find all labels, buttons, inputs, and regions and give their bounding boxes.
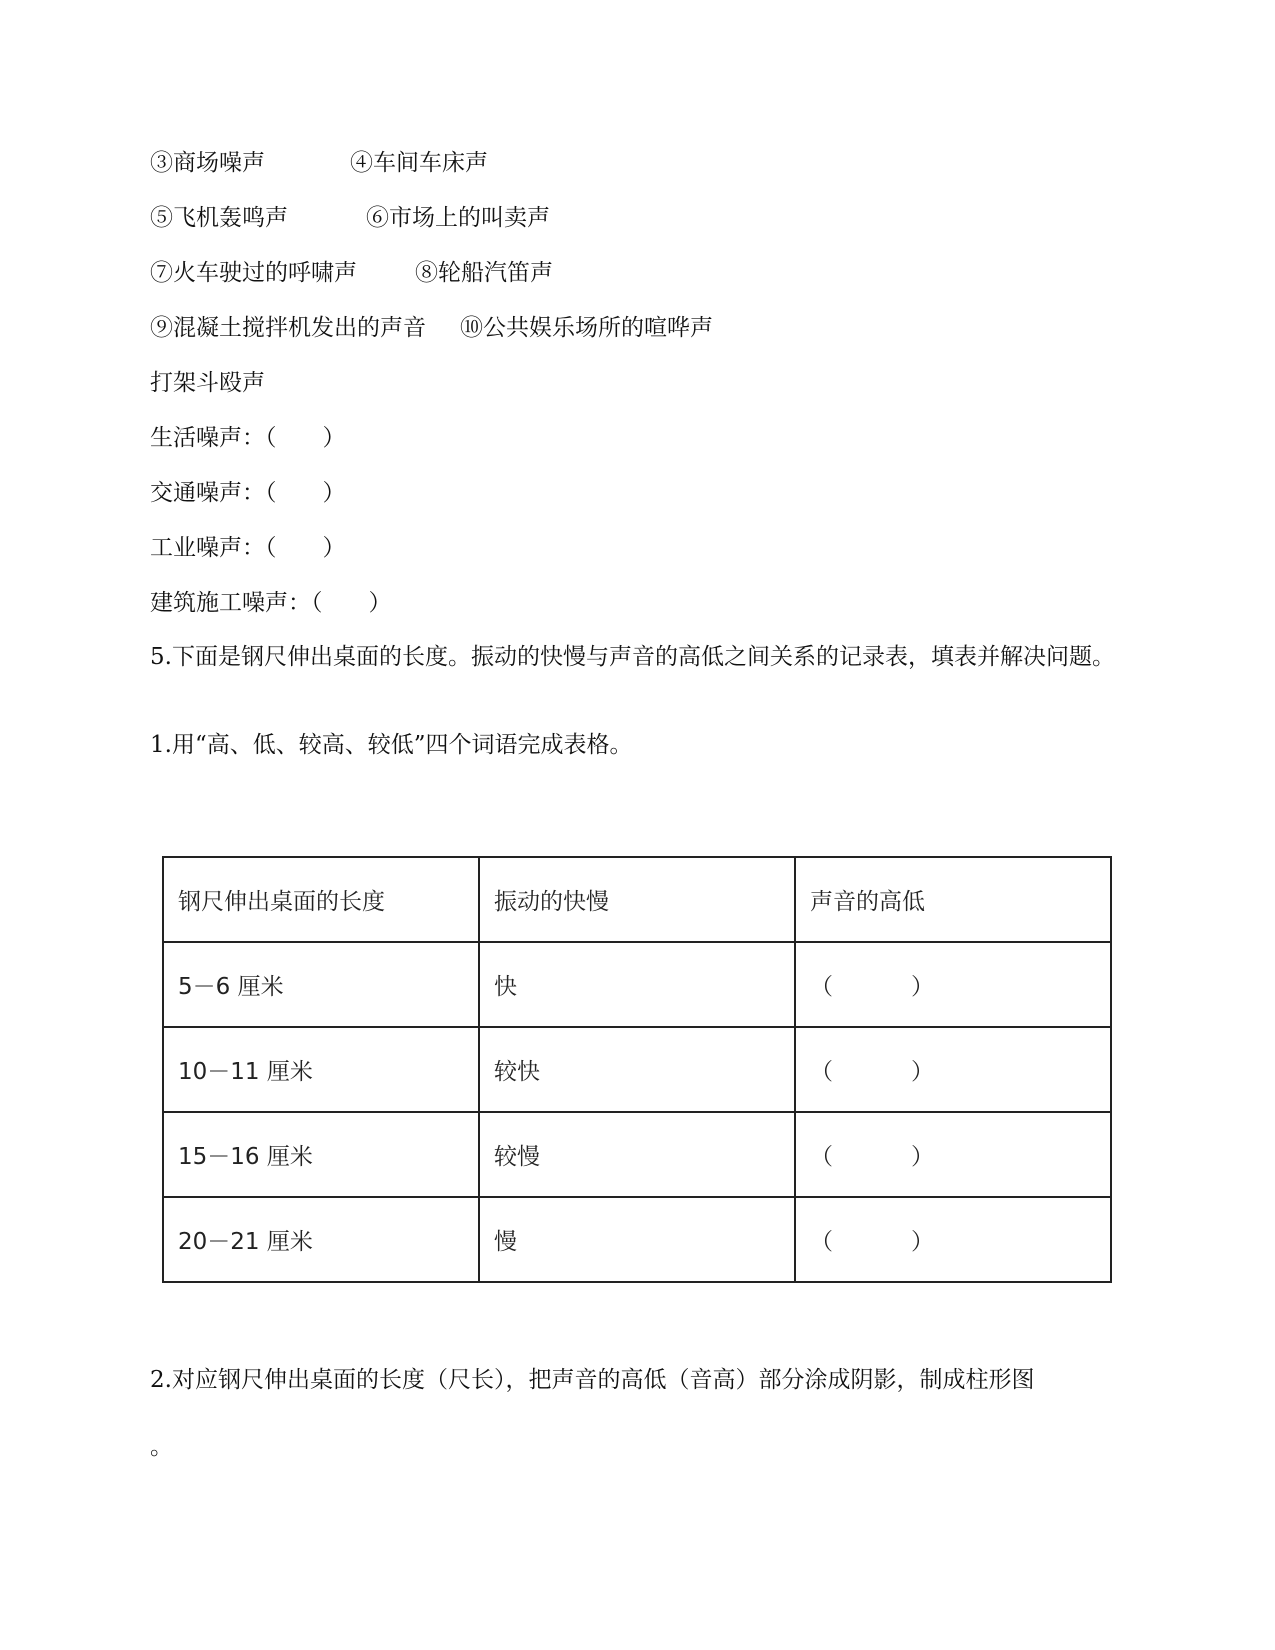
category-construction-noise: 建筑施工噪声：（ ） xyxy=(150,590,392,616)
cell-pitch-blank[interactable] xyxy=(795,1112,1111,1197)
noise-item-8: ⑧轮船汽笛声 xyxy=(415,260,553,286)
table-row xyxy=(163,1112,1111,1197)
header-length: 钢尺伸出桌面的长度 xyxy=(163,857,479,942)
paren-close: ） xyxy=(911,1144,934,1170)
paren-open: （ xyxy=(810,974,833,1000)
cell-length: 15－16 厘米 xyxy=(163,1112,479,1197)
noise-item-extra: 打架斗殴声 xyxy=(150,370,265,396)
paren-close: ） xyxy=(911,974,934,1000)
noise-item-10: ⑩公共娱乐场所的喧哗声 xyxy=(460,315,713,341)
noise-item-4: ④车间车床声 xyxy=(350,150,488,176)
category-traffic-noise: 交通噪声：（ ） xyxy=(150,480,346,506)
paren-open: （ xyxy=(810,1144,833,1170)
paren-open: （ xyxy=(810,1229,833,1255)
header-pitch: 声音的高低 xyxy=(795,857,1111,942)
sub-question-2-end: 。 xyxy=(150,1434,173,1460)
paren-close: ） xyxy=(911,1059,934,1085)
category-industrial-noise: 工业噪声：（ ） xyxy=(150,535,346,561)
noise-item-row-4 xyxy=(150,313,713,343)
noise-item-row-1 xyxy=(150,148,488,178)
table-row xyxy=(163,942,1111,1027)
noise-item-9: ⑨混凝土搅拌机发出的声音 xyxy=(150,315,426,341)
table-row xyxy=(163,1027,1111,1112)
table-header-row xyxy=(163,857,1111,942)
cell-speed: 快 xyxy=(479,942,795,1027)
cell-pitch-blank[interactable] xyxy=(795,1197,1111,1282)
cell-speed: 较快 xyxy=(479,1027,795,1112)
sub-question-2: 2.对应钢尺伸出桌面的长度（尺长），把声音的高低（音高）部分涂成阴影，制成柱形图 xyxy=(150,1367,1035,1393)
ruler-sound-table xyxy=(162,856,1112,1283)
noise-item-3: ③商场噪声 xyxy=(150,150,265,176)
category-living-noise: 生活噪声：（ ） xyxy=(150,425,346,451)
paren-open: （ xyxy=(810,1059,833,1085)
question-5: 5.下面是钢尺伸出桌面的长度。振动的快慢与声音的高低之间关系的记录表，填表并解决问题。 xyxy=(150,644,1115,670)
cell-length: 10－11 厘米 xyxy=(163,1027,479,1112)
noise-item-6: ⑥市场上的叫卖声 xyxy=(366,205,550,231)
header-speed: 振动的快慢 xyxy=(479,857,795,942)
noise-item-row-2 xyxy=(150,203,550,233)
cell-speed: 慢 xyxy=(479,1197,795,1282)
cell-length: 5－6 厘米 xyxy=(163,942,479,1027)
table-row xyxy=(163,1197,1111,1282)
paren-close: ） xyxy=(911,1229,934,1255)
cell-length: 20－21 厘米 xyxy=(163,1197,479,1282)
cell-speed: 较慢 xyxy=(479,1112,795,1197)
noise-item-row-3 xyxy=(150,258,553,288)
noise-item-5: ⑤飞机轰鸣声 xyxy=(150,205,288,231)
sub-question-1: 1.用“高、低、较高、较低”四个词语完成表格。 xyxy=(150,732,633,758)
cell-pitch-blank[interactable] xyxy=(795,942,1111,1027)
noise-item-7: ⑦火车驶过的呼啸声 xyxy=(150,260,357,286)
cell-pitch-blank[interactable] xyxy=(795,1027,1111,1112)
